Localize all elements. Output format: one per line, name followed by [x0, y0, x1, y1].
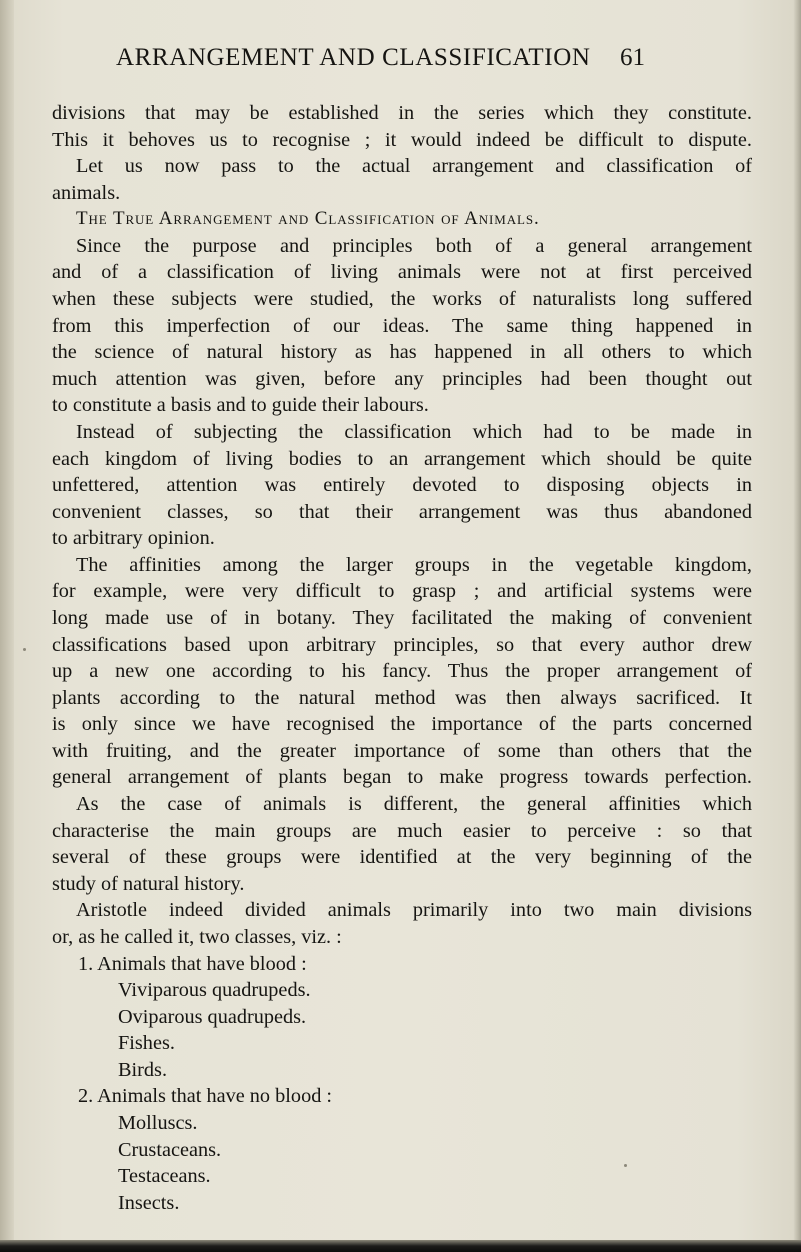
page-edge-shadow [793, 0, 801, 1252]
text-line: up a new one according to his fancy. Thus the proper arrangement of [52, 660, 752, 683]
page-number: 61 [620, 44, 645, 71]
text-line: plants according to the natural method was then always sacrificed. It [52, 686, 752, 709]
class-list-item: Molluscs. [118, 1111, 198, 1134]
text-line: study of natural history. [52, 872, 245, 895]
text-line: classifications based upon arbitrary principles, so that every author drew [52, 633, 752, 656]
text-line: from this imperfection of our ideas. The same thing happened in [52, 314, 752, 337]
class-list-item: Viviparous quadrupeds. [118, 979, 311, 1002]
text-line: characterise the main groups are much easier to perceive : so that [52, 819, 752, 842]
text-line: much attention was given, before any principles had been thought out [52, 367, 752, 390]
running-head [0, 44, 801, 80]
text-line: Aristotle indeed divided animals primarily into two main divisions [76, 899, 752, 922]
text-line: animals. [52, 181, 121, 204]
text-line: The affinities among the larger groups in the vegetable kingdom, [76, 553, 752, 576]
text-line: for example, were very difficult to grasp ; and artificial systems were [52, 580, 752, 603]
text-line: As the case of animals is different, the general affinities which [76, 793, 752, 816]
text-line: long made use of in botany. They facilitated the making of convenient [52, 606, 752, 629]
text-line: to arbitrary opinion. [52, 527, 215, 550]
text-line: divisions that may be established in the series which they constitute. [52, 102, 752, 124]
text-line: several of these groups were identified at the very beginning of the [52, 846, 752, 869]
text-line: to constitute a basis and to guide their labours. [52, 394, 429, 417]
text-line: each kingdom of living bodies to an arrangement which should be quite [52, 447, 752, 470]
text-line: and of a classification of living animals were not at first perceived [52, 261, 752, 284]
text-line: Let us now pass to the actual arrangement and classification of [76, 155, 752, 178]
section-heading: The True Arrangement and Classification of Animals. [76, 208, 540, 230]
text-line: the science of natural history as has happened in all others to which [52, 341, 752, 364]
text-line: when these subjects were studied, the works of naturalists long suffered [52, 288, 752, 311]
class-list-item: Fishes. [118, 1032, 175, 1055]
text-line: Since the purpose and principles both of a general arrangement [76, 234, 752, 257]
paper-speck [624, 1164, 627, 1167]
class-list-item: Birds. [118, 1058, 168, 1081]
paper-speck [23, 648, 26, 651]
text-line: or, as he called it, two classes, viz. : [52, 925, 342, 948]
class-list-heading: 1. Animals that have blood : [78, 952, 307, 975]
class-list-item: Oviparous quadrupeds. [118, 1005, 307, 1028]
class-list-item: Crustaceans. [118, 1138, 222, 1161]
scan-border [0, 1240, 801, 1252]
text-line: Instead of subjecting the classification which had to be made in [76, 420, 752, 443]
class-list-item: Insects. [118, 1191, 180, 1214]
running-title: ARRANGEMENT AND CLASSIFICATION [116, 44, 591, 71]
class-list-heading: 2. Animals that have no blood : [78, 1085, 333, 1108]
text-line: This it behoves us to recognise ; it would indeed be difficult to dispute. [52, 128, 752, 151]
body-text [52, 100, 752, 1216]
text-line: general arrangement of plants began to make progress towards perfection. [52, 766, 752, 789]
text-line: with fruiting, and the greater importance of some than others that the [52, 739, 752, 762]
text-line: is only since we have recognised the importance of the parts concerned [52, 713, 752, 736]
text-line: unfettered, attention was entirely devoted to disposing objects in [52, 474, 752, 497]
text-line: convenient classes, so that their arrangement was thus abandoned [52, 500, 752, 523]
class-list-item: Testaceans. [118, 1165, 211, 1188]
page-gutter-shadow [0, 0, 14, 1252]
